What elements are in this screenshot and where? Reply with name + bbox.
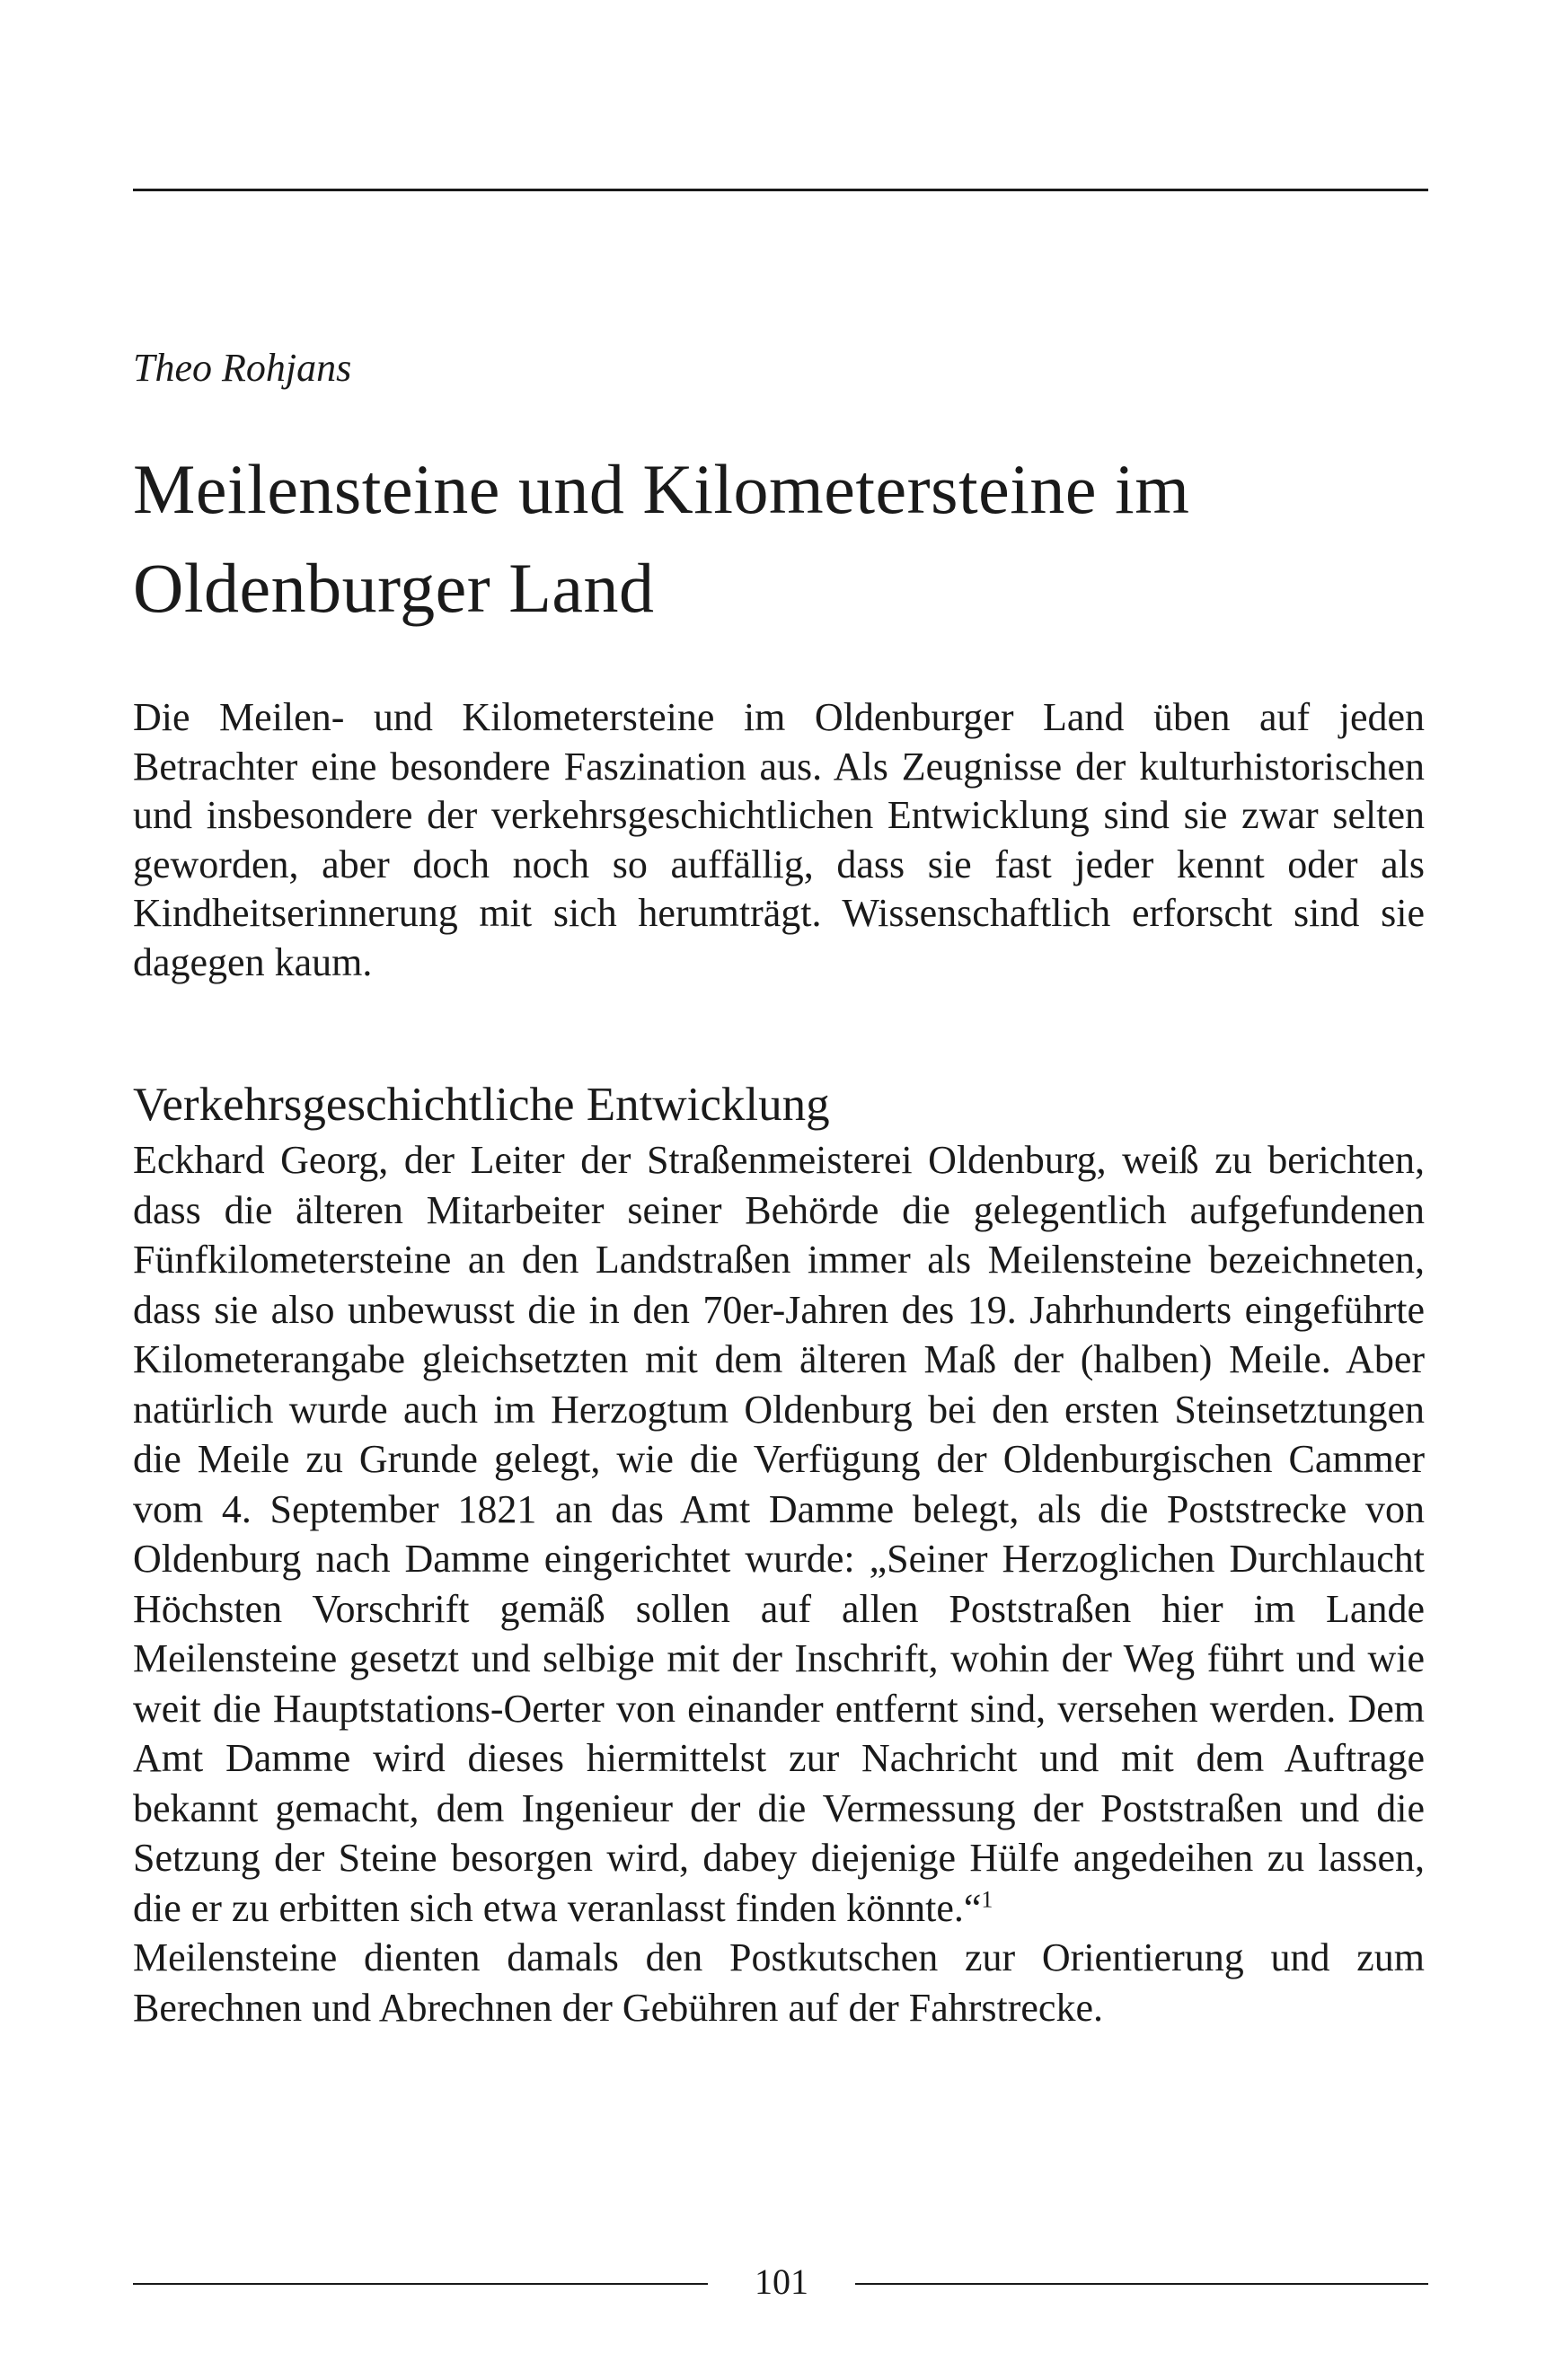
body-paragraph-text: Eckhard Georg, der Leiter der Straßenmeisterei Oldenburg, weiß zu berichten, dass die älteren Mitarbeiter seiner Behörde die gelegentlich aufgefundenen Fünfkilometersteine an den Landstraßen immer als Meilensteine bezeichneten, dass sie also unbewusst die in den 70er-Jahren des 19. Jahrhunderts eingeführte Kilometerangabe gleichsetzten mit dem älteren Maß der (halben) Meile. Aber natürlich wurde auch im Herzogtum Oldenburg bei den ersten Steinsetztungen die Meile zu Grunde gelegt, wie die Verfügung der Oldenburgischen Cammer vom 4. September 1821 an das Amt Damme belegt, als die Poststrecke von Oldenburg nach Damme eingerichtet wurde: „Seiner Herzoglichen Durchlaucht Höchsten Vorschrift gemäß sollen auf allen Poststraßen hier im Lande Meilensteine gesetzt und selbige mit der Inschrift, wohin der Weg führt und wie weit die Hauptstations-Oerter von einander entfernt sind, versehen werden. Dem Amt Damme wird dieses hiermittelst zur Nachricht und mit dem Auftrage bekannt gemacht, dem Ingenieur der die Vermessung der Poststraßen und die Setzung der Steine besorgen wird, dabey diejenige Hülfe angedeihen zu lassen, die er zu erbitten sich etwa veranlasst finden könnte.“	[133, 1138, 1425, 1930]
body-paragraph	[133, 1135, 1425, 1933]
footer-rule-left	[133, 2283, 708, 2285]
header-rule	[133, 189, 1428, 191]
section-heading: Verkehrsgeschichtliche Entwicklung	[133, 1079, 830, 1131]
footer-rule-right	[855, 2283, 1428, 2285]
article-title: Meilensteine und Kilometersteine im Oldenburger Land	[133, 450, 1190, 627]
lead-paragraph: Die Meilen- und Kilometersteine im Oldenburger Land üben auf jeden Betrachter eine besondere Faszination aus. Als Zeugnisse der kulturhistorischen und insbesondere der verkehrsgeschichtlichen Entwicklung sind sie zwar selten geworden, aber doch noch so auffällig, dass sie fast jeder kennt oder als Kindheitserinnerung mit sich herumträgt. Wissenschaftlich erforscht sind sie dagegen kaum.	[133, 695, 1425, 984]
footnote-marker: 1	[981, 1885, 993, 1912]
section-body	[133, 1135, 1425, 2032]
author-name: Theo Rohjans	[133, 346, 352, 390]
body-paragraph: Meilensteine dienten damals den Postkutschen zur Orientierung und zum Berechnen und Abrechnen der Gebühren auf der Fahrstrecke.	[133, 1935, 1425, 2030]
page-number: 101	[755, 2261, 808, 2302]
